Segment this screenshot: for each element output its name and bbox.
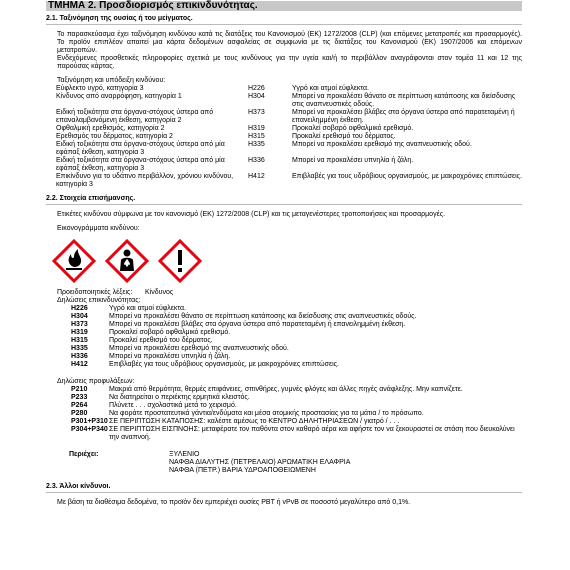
hazard-statement: Υγρό και ατμοί εύφλεκτα. <box>109 305 186 312</box>
precaution-code: P301+P310 <box>71 418 108 425</box>
list-item <box>57 337 522 345</box>
precaution-code: P304+P340 <box>71 426 108 433</box>
contains-label: Περιέχει: <box>69 451 99 458</box>
hazard-code: H315 <box>71 337 88 344</box>
precaution-statement: Να διατηρείται ο περιέκτης ερμητικά κλειστός. <box>109 394 250 401</box>
precaution-code: P210 <box>71 386 88 393</box>
hazard-code: H412 <box>71 361 88 368</box>
hazard-description: Μπορεί να προκαλέσει υπνηλία ή ζάλη. <box>292 157 414 164</box>
hazard-description: Υγρό και ατμοί εύφλεκτα. <box>292 85 369 92</box>
hazard-code: H226 <box>248 85 265 92</box>
s22-heading: 2.2. Στοιχεία επισήμανσης. <box>46 195 522 205</box>
flame-icon <box>52 239 96 283</box>
list-item <box>57 313 522 321</box>
list-item <box>57 402 522 410</box>
hazard-class: Κίνδυνος από αναρρόφηση, κατηγορία 1 <box>56 93 182 100</box>
contains-list-item: ΝΑΦΘΑ (ΠΕΤΡ.) ΒΑΡΙΑ ΥΔΡΟΑΠΟΘΕΙΩΜΕΝΗ <box>169 467 316 474</box>
hazard-code: H319 <box>71 329 88 336</box>
list-item <box>57 410 522 418</box>
hazard-statement: Μπορεί να προκαλέσει υπνηλία ή ζάλη. <box>109 353 231 360</box>
hazard-statement: Προκαλεί σοβαρό οφθαλμικό ερεθισμό. <box>109 329 231 336</box>
table-row <box>56 173 522 189</box>
hazard-class: Εύφλεκτο υγρό, κατηγορία 3 <box>56 85 144 92</box>
contains-list-item: ΞΥΛΕΝΙΟ <box>169 451 200 458</box>
precaution-list <box>57 386 522 442</box>
list-item <box>57 305 522 313</box>
s22-intro: Ετικέτες κινδύνου σύμφωνα με τον κανονισμό (ΕΚ) 1272/2008 (CLP) και τις μεταγενέστερες τροποποιήσεις και προσαρμογές. <box>57 211 446 218</box>
precaution-statement: ΣΕ ΠΕΡΙΠΤΩΣΗ ΚΑΤΑΠΟΣΗΣ: καλέστε αμέσως το ΚΕΝΤΡΟ ΔΗΛΗΤΗΡΙΑΣΕΩΝ / γιατρό / . . . <box>109 418 400 425</box>
hazard-code: H412 <box>248 173 265 180</box>
hazard-statement: Μπορεί να προκαλέσει ερεθισμό της αναπνευστικής οδού. <box>109 345 289 352</box>
precaution-label: Δηλώσεις προφυλάξεων: <box>57 378 135 385</box>
hazard-statement: Μπορεί να προκαλέσει θάνατο σε περίπτωση κατάποσης και διείσδυσης στις αναπνευστικές οδούς. <box>109 313 417 320</box>
classification-table <box>56 85 522 189</box>
list-item <box>57 386 522 394</box>
hazard-class: Ειδική τοξικότητα στα όργανα-στόχους ύστερα από επαναλαμβανόμενη έκθεση, κατηγορία 2 <box>56 109 214 124</box>
list-item <box>57 418 522 426</box>
health-hazard-icon <box>105 239 149 283</box>
hazard-class: Επικίνδυνο για το υδάτινο περιβάλλον, χρόνιου κινδύνου, κατηγορία 3 <box>56 173 234 188</box>
hazard-statement: Επιβλαβές για τους υδρόβιους οργανισμούς, με μακροχρόνιες επιπτώσεις. <box>109 361 339 368</box>
signal-word-row <box>57 289 522 297</box>
s21-para1: Το παρασκεύασμα έχει ταξινόμηση κινδύνου κατά τις διατάξεις του Κανονισμού (ΕΚ) 1272/2008 (CLP) (και επόμενες μετατροπές και προσαρμογές). Το προϊόν επιπλέον απαιτεί μια κάρτα δεδομένων ασφαλείας σε συμφωνία με τις διατάξεις του Κανονισμού (ΕΚ) 1907/2006 και επόμενων μετατροπών. <box>57 31 522 54</box>
exclamation-icon <box>158 239 202 283</box>
contains-block <box>57 451 522 475</box>
s21-para2: Ενδεχόμενες προσθετικές πληροφορίες σχετικά με τους κινδύνους για την υγεία και/ή το περιβάλλον αναγράφονται στον τομέα 11 και 12 της παρούσας κάρτας. <box>57 55 522 70</box>
section-title: ΤΜΗΜΑ 2. Προσδιορισμός επικινδυνότητας. <box>46 1 522 11</box>
s21-table-label: Ταξινόμηση και υπόδειξη κινδύνου: <box>57 77 166 84</box>
hazard-code: H335 <box>71 345 88 352</box>
hazard-code: H304 <box>248 93 265 100</box>
hazard-description: Μπορεί να προκαλέσει ερεθισμό της αναπνευστικής οδού. <box>292 141 472 148</box>
hazard-code: H319 <box>248 125 265 132</box>
list-item <box>57 394 522 402</box>
precaution-statement: Πλύνετε . . . σχολαστικά μετά το χειρισμό. <box>109 402 237 409</box>
signal-value: Κίνδυνος <box>145 289 174 296</box>
hazard-code: H336 <box>71 353 88 360</box>
table-row <box>56 85 522 93</box>
hazard-code: H315 <box>248 133 265 140</box>
s23-text: Με βάση τα διαθέσιμα δεδομένα, το προϊόν δεν εμπεριέχει ουσίες PBT ή vPvB σε ποσοστό μεγαλύτερο από 0,1%. <box>57 499 411 506</box>
hazard-statement: Μπορεί να προκαλέσει βλάβες στα όργανα ύστερα από παρατεταμένη ή επανειλημμένη έκθεση. <box>109 321 406 328</box>
hazard-label: Δηλώσεις επικινδυνότητας: <box>57 297 141 304</box>
hazard-class: Ειδική τοξικότητα στα όργανα-στόχους ύστερα από μία εφάπαξ έκθεση, κατηγορία 3 <box>56 157 225 172</box>
hazard-code: H336 <box>248 157 265 164</box>
hazard-description: Μπορεί να προκαλέσει θάνατο σε περίπτωση κατάποσης και διείσδυσης στις αναπνευστικές οδούς. <box>292 93 516 108</box>
precaution-statement: Να φοράτε προστατευτικά γάντια/ενδύματα και μέσα ατομικής προστασίας για τα μάτια / το πρόσωπο. <box>109 410 424 417</box>
hazard-code: H373 <box>248 109 265 116</box>
list-item <box>57 361 522 369</box>
precaution-statement: Μακριά από θερμότητα, θερμές επιφάνειες, σπινθήρες, γυμνές φλόγες και άλλες πηγές ανάφλεξης. Μην καπνίζετε. <box>109 386 463 393</box>
table-row <box>56 125 522 133</box>
signal-label: Προειδοποιητικές λέξεις: <box>57 289 133 296</box>
hazard-code: H304 <box>71 313 88 320</box>
s23-heading: 2.3. Άλλοι κίνδυνοι. <box>46 483 522 493</box>
pictogram-row <box>52 239 522 283</box>
hazard-class: Οφθαλμική ερεθισμός, κατηγορία 2 <box>56 125 165 132</box>
hazard-description: Προκαλεί σοβαρό οφθαλμικό ερεθισμό. <box>292 125 414 132</box>
hazard-code: H335 <box>248 141 265 148</box>
hazard-class: Ειδική τοξικότητα στα όργανα-στόχους ύστερα από μία εφάπαξ έκθεση, κατηγορία 3 <box>56 141 225 156</box>
list-item <box>57 426 522 442</box>
list-item <box>57 345 522 353</box>
pictograms-label: Εικονογράμματα κινδύνου: <box>57 225 140 232</box>
precaution-code: P264 <box>71 402 88 409</box>
hazard-class: Ερεθισμός του δέρματος, κατηγορία 2 <box>56 133 173 140</box>
table-row <box>56 157 522 173</box>
hazard-code: H226 <box>71 305 88 312</box>
precaution-code: P233 <box>71 394 88 401</box>
table-row <box>56 141 522 157</box>
hazard-statement: Προκαλεί ερεθισμό του δέρματος. <box>109 337 213 344</box>
contains-list-item: ΝΑΦΘΑ ΔΙΑΛΥΤΗΣ (ΠΕΤΡΕΛΑΙΟ) ΑΡΩΜΑΤΙΚΗ ΕΛΑΦΡΙΑ <box>169 459 351 466</box>
hazard-code: H373 <box>71 321 88 328</box>
list-item <box>57 321 522 329</box>
hazard-description: Μπορεί να προκαλέσει βλάβες στα όργανα ύστερα από παρατεταμένη ή επανειλημμένη έκθεση. <box>292 109 515 124</box>
table-row <box>56 93 522 109</box>
list-item <box>57 353 522 361</box>
sds-page <box>46 1 522 507</box>
table-row <box>56 109 522 125</box>
hazard-list <box>57 305 522 369</box>
precaution-statement: ΣΕ ΠΕΡΙΠΤΩΣΗ ΕΙΣΠΝΟΗΣ: μεταφέρατε τον παθόντα στον καθαρό αέρα και αφήστε τον να ξεκουραστεί σε στάση που διευκολύνει την αναπνοή. <box>109 426 515 441</box>
hazard-description: Προκαλεί ερεθισμό του δέρματος. <box>292 133 396 140</box>
s21-heading: 2.1. Ταξινόμηση της ουσίας ή του μείγματος. <box>46 15 522 25</box>
list-item <box>57 329 522 337</box>
precaution-code: P280 <box>71 410 88 417</box>
hazard-description: Επιβλαβές για τους υδρόβιους οργανισμούς, με μακροχρόνιες επιπτώσεις. <box>292 173 522 180</box>
table-row <box>56 133 522 141</box>
